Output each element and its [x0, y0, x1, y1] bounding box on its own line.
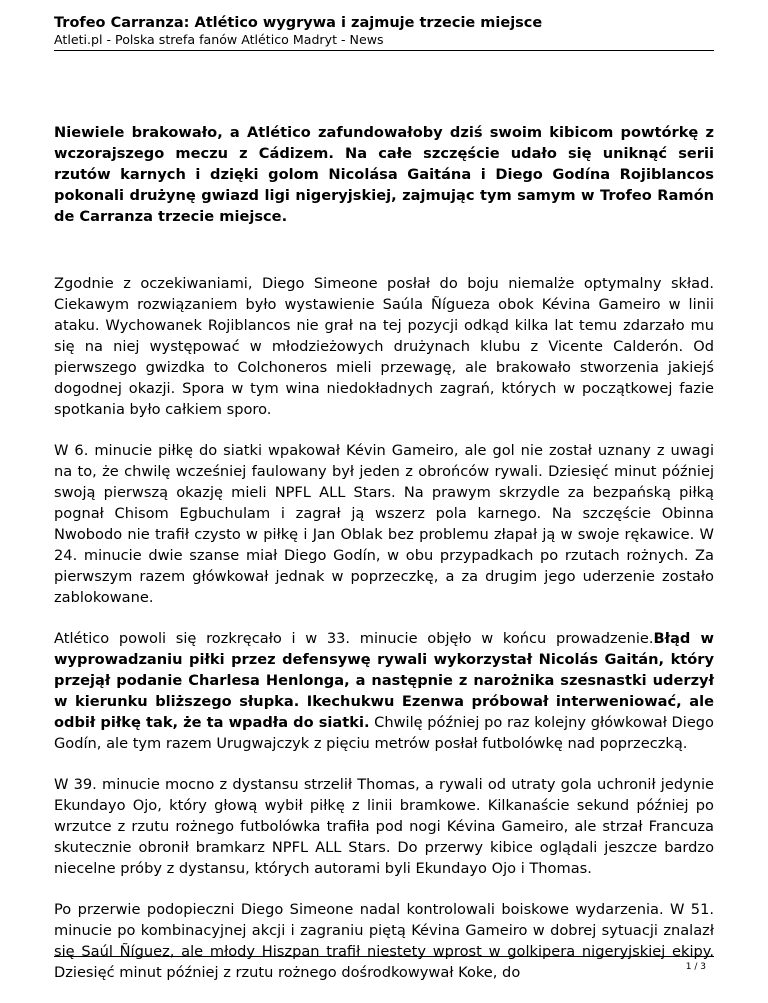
article-body	[54, 122, 714, 1003]
paragraph-2: W 6. minucie piłkę do siatki wpakował Kévin Gameiro, ale gol nie został uznany z uwagi na to, że chwilę wcześniej faulowany był jeden z obrońców rywali. Dziesięć minut później swoją pierwszą okazję mieli NPFL ALL Stars. Na prawym skrzydle za bezpańską piłką pognał Chisom Egbuchulam i zagrał ją wszerz pola karnego. Na szczęście Obinna Nwobodo nie trafił czysto w piłkę i Jan Oblak bez problemu złapał ją w swoje rękawice. W 24. minucie dwie szanse miał Diego Godín, w obu przypadkach po rzutach rożnych. Za pierwszym razem główkował jednak w poprzeczkę, a za drugim jego uderzenie zostało zablokowane.	[54, 442, 714, 606]
article-lead: Niewiele brakowało, a Atlético zafundowałoby dziś swoim kibicom powtórkę z wczorajszego meczu z Cádizem. Na całe szczęście udało się uniknąć serii rzutów karnych i dzięki golom Nicolása Gaitána i Diego Godína Rojiblancos pokonali drużynę gwiazd ligi nigeryjskiej, zajmując tym samym w Trofeo Ramón de Carranza trzecie miejsce.	[54, 124, 714, 225]
paragraph-3-bold: Błąd w wyprowadzaniu piłki przez defensywę rywali wykorzystał Nicolás Gaitán, który przejął podanie Charlesa Henlonga, a następnie z narożnika szesnastki uderzył w kierunku bliższego słupka. Ikechukwu Ezenwa próbował interweniować, ale odbił piłkę tak, że ta wpadła do siatki.	[54, 630, 714, 731]
document-header	[54, 14, 714, 48]
paragraph-3	[54, 628, 714, 754]
page-title: Trofeo Carranza: Atlético wygrywa i zajmuje trzecie miejsce	[54, 15, 543, 31]
page-number: 1 / 3	[685, 962, 706, 972]
header-divider	[54, 50, 714, 51]
paragraph-3-start: Atlético powoli się rozkręcało i w 33. minucie objęło w końcu prowadzenie.	[54, 630, 654, 647]
footer-divider	[54, 956, 714, 957]
paragraph-4: W 39. minucie mocno z dystansu strzelił Thomas, a rywali od utraty gola uchronił jedynie Ekundayo Ojo, który głową wybił piłkę z linii bramkowe. Kilkanaście sekund później po wrzutce z rzutu rożnego futbolówka trafiła pod nogi Kévina Gameiro, ale strzał Francuza skutecznie obronił bramkarz NPFL ALL Stars. Do przerwy kibice oglądali jeszcze bardzo niecelne próby z dystansu, których autorami byli Ekundayo Ojo i Thomas.	[54, 776, 714, 877]
paragraph-5: Po przerwie podopieczni Diego Simeone nadal kontrolowali boiskowe wydarzenia. W 51. minucie po kombinacyjnej akcji i zagraniu piętą Kévina Gameiro w dobrej sytuacji znalazł się Saúl Ñíguez, ale młody Hiszpan trafił niestety wprost w golkipera nigeryjskiej ekipy. Dziesięć minut później z rzutu rożnego dośrodkowywał Koke, do	[54, 901, 714, 981]
paragraph-1: Zgodnie z oczekiwaniami, Diego Simeone posłał do boju niemalże optymalny skład. Ciekawym rozwiązaniem było wystawienie Saúla Ñígueza obok Kévina Gameiro w linii ataku. Wychowanek Rojiblancos nie grał na tej pozycji odkąd kilka lat temu zdarzało mu się na niej występować w młodzieżowych drużynach klubu z Vicente Calderón. Od pierwszego gwizdka to Colchoneros mieli przewagę, ale brakowało stworzenia jakiejś dogodnej okazji. Spora w tym wina niedokładnych zagrań, których w początkowej fazie spotkania było całkiem sporo.	[54, 275, 714, 418]
page-subtitle: Atleti.pl - Polska strefa fanów Atlético Madryt - News	[54, 32, 384, 47]
paragraph-3-end: Chwilę później po raz kolejny główkował Diego Godín, ale tym razem Urugwajczyk z pięciu metrów posłał futbolówkę nad poprzeczką.	[54, 714, 714, 752]
